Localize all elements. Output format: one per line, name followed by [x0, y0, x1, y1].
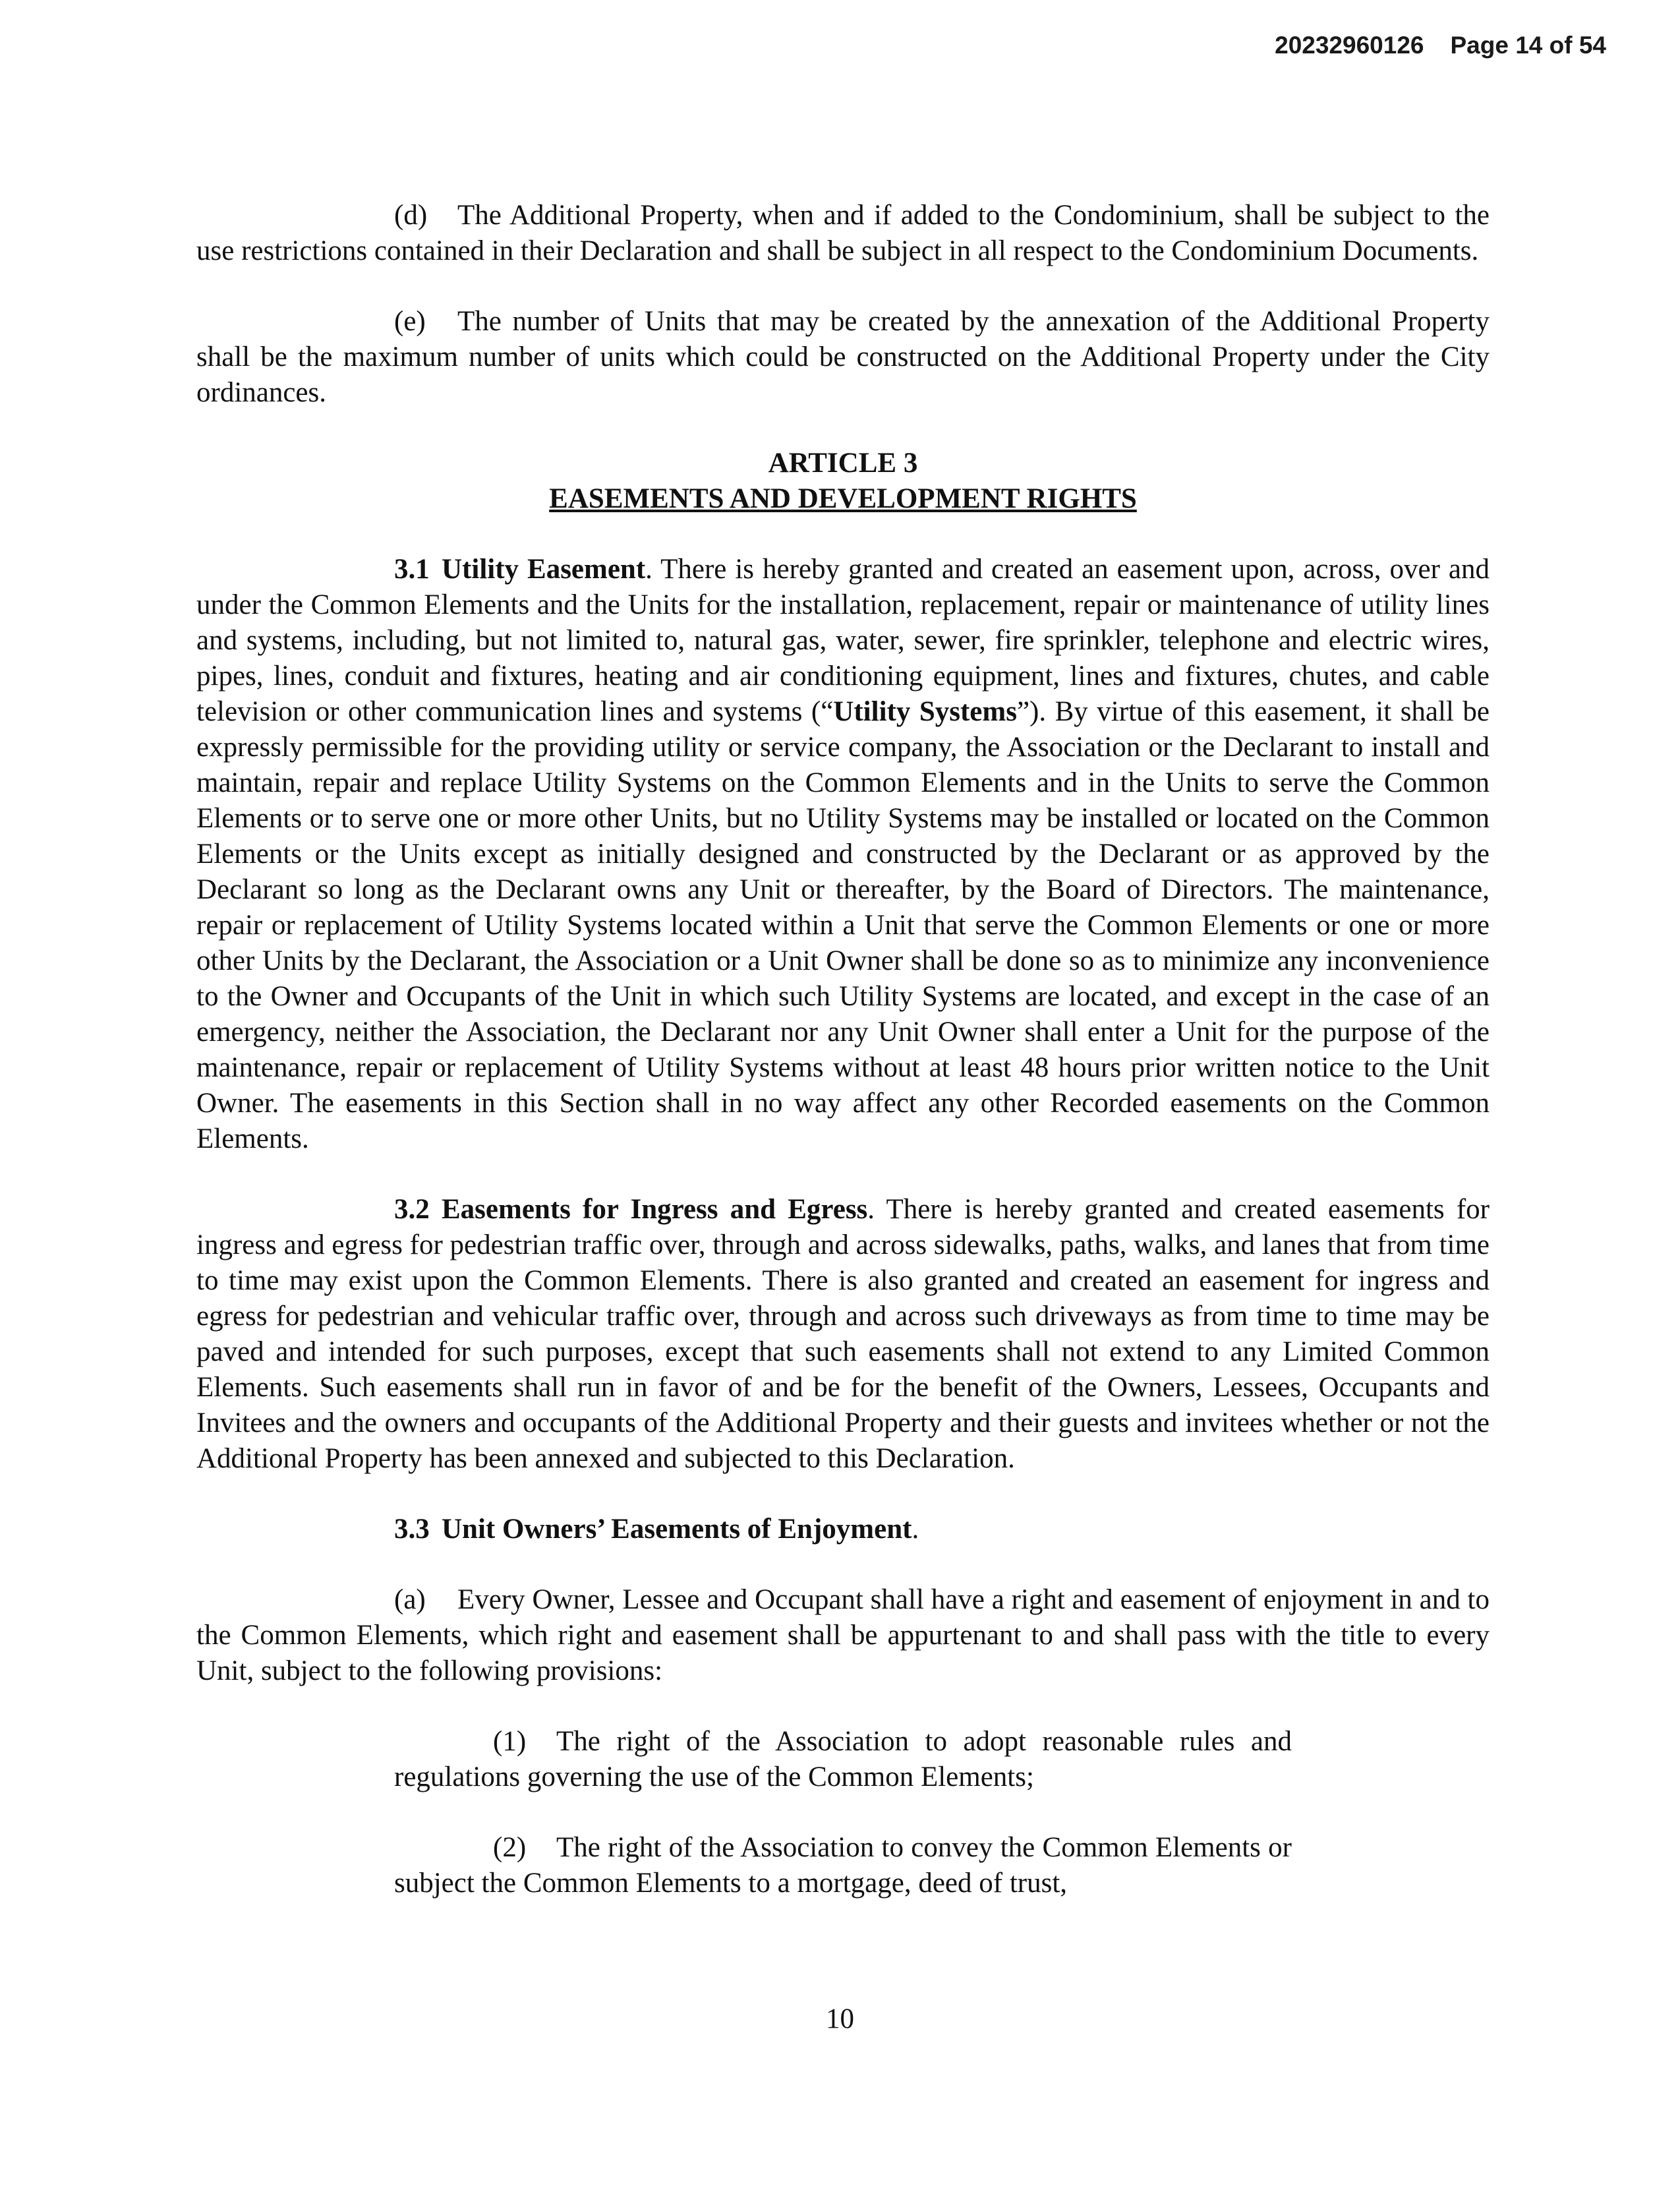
section-number: 3.2 — [394, 1194, 430, 1225]
section-text: . There is hereby granted and created an easement upon, across, over and under the Common Elements and the Units for the installation, replacement, repair or maintenance of utility lines and systems, including, but not limited to, natural gas, water, sewer, fire sprinkler, telephone and electric wires, pipes, lines, conduit and fixtures, heating and air conditioning equipment, lines and fixtures, chutes, and cable television or other communication lines and systems (“ — [196, 554, 1490, 727]
article-heading — [196, 446, 1490, 517]
list-item-text: The right of the Association to convey the Common Elements or subject the Common Elements to a mortgage, deed of trust, — [394, 1832, 1292, 1899]
document-body — [196, 198, 1490, 1901]
section-3-3 — [196, 1512, 1490, 1547]
defined-term: Utility Systems — [833, 696, 1017, 727]
list-item-1 — [394, 1724, 1292, 1795]
page-number: 10 — [826, 2003, 854, 2034]
paragraph-text: Every Owner, Lessee and Occupant shall have a right and easement of enjoyment in and to the Common Elements, which right and easement shall be appurtenant to and shall pass with the title to every Unit, subject to the following provisions: — [196, 1584, 1490, 1686]
paragraph-e — [196, 304, 1490, 411]
paragraph-text: The number of Units that may be created by the annexation of the Additional Property shall be the maximum number of units which could be constructed on the Additional Property under the City ordinances. — [196, 306, 1490, 408]
document-number: 20232960126 — [1275, 32, 1424, 59]
recording-stamp — [1275, 32, 1606, 59]
section-3-1 — [196, 552, 1490, 1157]
article-number: ARTICLE 3 — [768, 448, 918, 479]
section-3-3-a — [196, 1582, 1490, 1689]
list-item-text: The right of the Association to adopt reasonable rules and regulations governing the use of the Common Elements; — [394, 1726, 1292, 1792]
list-item-2 — [394, 1830, 1292, 1901]
paragraph-label: (d) — [394, 200, 428, 231]
paragraph-d — [196, 198, 1490, 269]
list-item-label: (2) — [493, 1832, 527, 1863]
section-3-2 — [196, 1192, 1490, 1477]
paragraph-label: (e) — [394, 306, 426, 337]
section-text: ”). By virtue of this easement, it shall be expressly permissible for the providing utility or service company, the Association or the Declarant to install and maintain, repair and replace Utility Systems on the Common Elements and in the Units to serve the Common Elements or to serve one or more other Units, but no Utility Systems may be installed or located on the Common Elements or the Units except as initially designed and constructed by the Declarant or as approved by the Declarant so long as the Declarant owns any Unit or thereafter, by the Board of Directors. The maintenance, repair or replacement of Utility Systems located within a Unit that serve the Common Elements or one or more other Units by the Declarant, the Association or a Unit Owner shall be done so as to minimize any inconvenience to the Owner and Occupants of the Unit in which such Utility Systems are located, and except in the case of an emergency, neither the Association, the Declarant nor any Unit Owner shall enter a Unit for the purpose of the maintenance, repair or replacement of Utility Systems without at least 48 hours prior written notice to the Unit Owner. The easements in this Section shall in no way affect any other Recorded easements on the Common Elements. — [196, 696, 1490, 1154]
section-heading: Unit Owners’ Easements of Enjoyment — [442, 1514, 912, 1545]
section-number: 3.3 — [394, 1514, 430, 1545]
section-heading: Utility Easement — [442, 554, 646, 585]
paragraph-label: (a) — [394, 1584, 426, 1615]
section-heading: Easements for Ingress and Egress — [442, 1194, 868, 1225]
paragraph-text: The Additional Property, when and if added to the Condominium, shall be subject to the use restrictions contained in their Declaration and shall be subject in all respect to the Condominium Documents. — [196, 200, 1490, 266]
section-heading-period: . — [912, 1514, 919, 1545]
section-text: . There is hereby granted and created easements for ingress and egress for pedestrian traffic over, through and across sidewalks, paths, walks, and lanes that from time to time may exist upon the Common Elements. There is also granted and created an easement for ingress and egress for pedestrian and vehicular traffic over, through and across such driveways as from time to time may be paved and intended for such purposes, except that such easements shall not extend to any Limited Common Elements. Such easements shall run in favor of and be for the benefit of the Owners, Lessees, Occupants and Invitees and the owners and occupants of the Additional Property and their guests and invitees whether or not the Additional Property has been annexed and subjected to this Declaration. — [196, 1194, 1490, 1474]
list-item-label: (1) — [493, 1726, 527, 1757]
article-title: EASEMENTS AND DEVELOPMENT RIGHTS — [549, 483, 1137, 514]
page-of-label: Page 14 of 54 — [1450, 32, 1606, 59]
section-number: 3.1 — [394, 554, 430, 585]
